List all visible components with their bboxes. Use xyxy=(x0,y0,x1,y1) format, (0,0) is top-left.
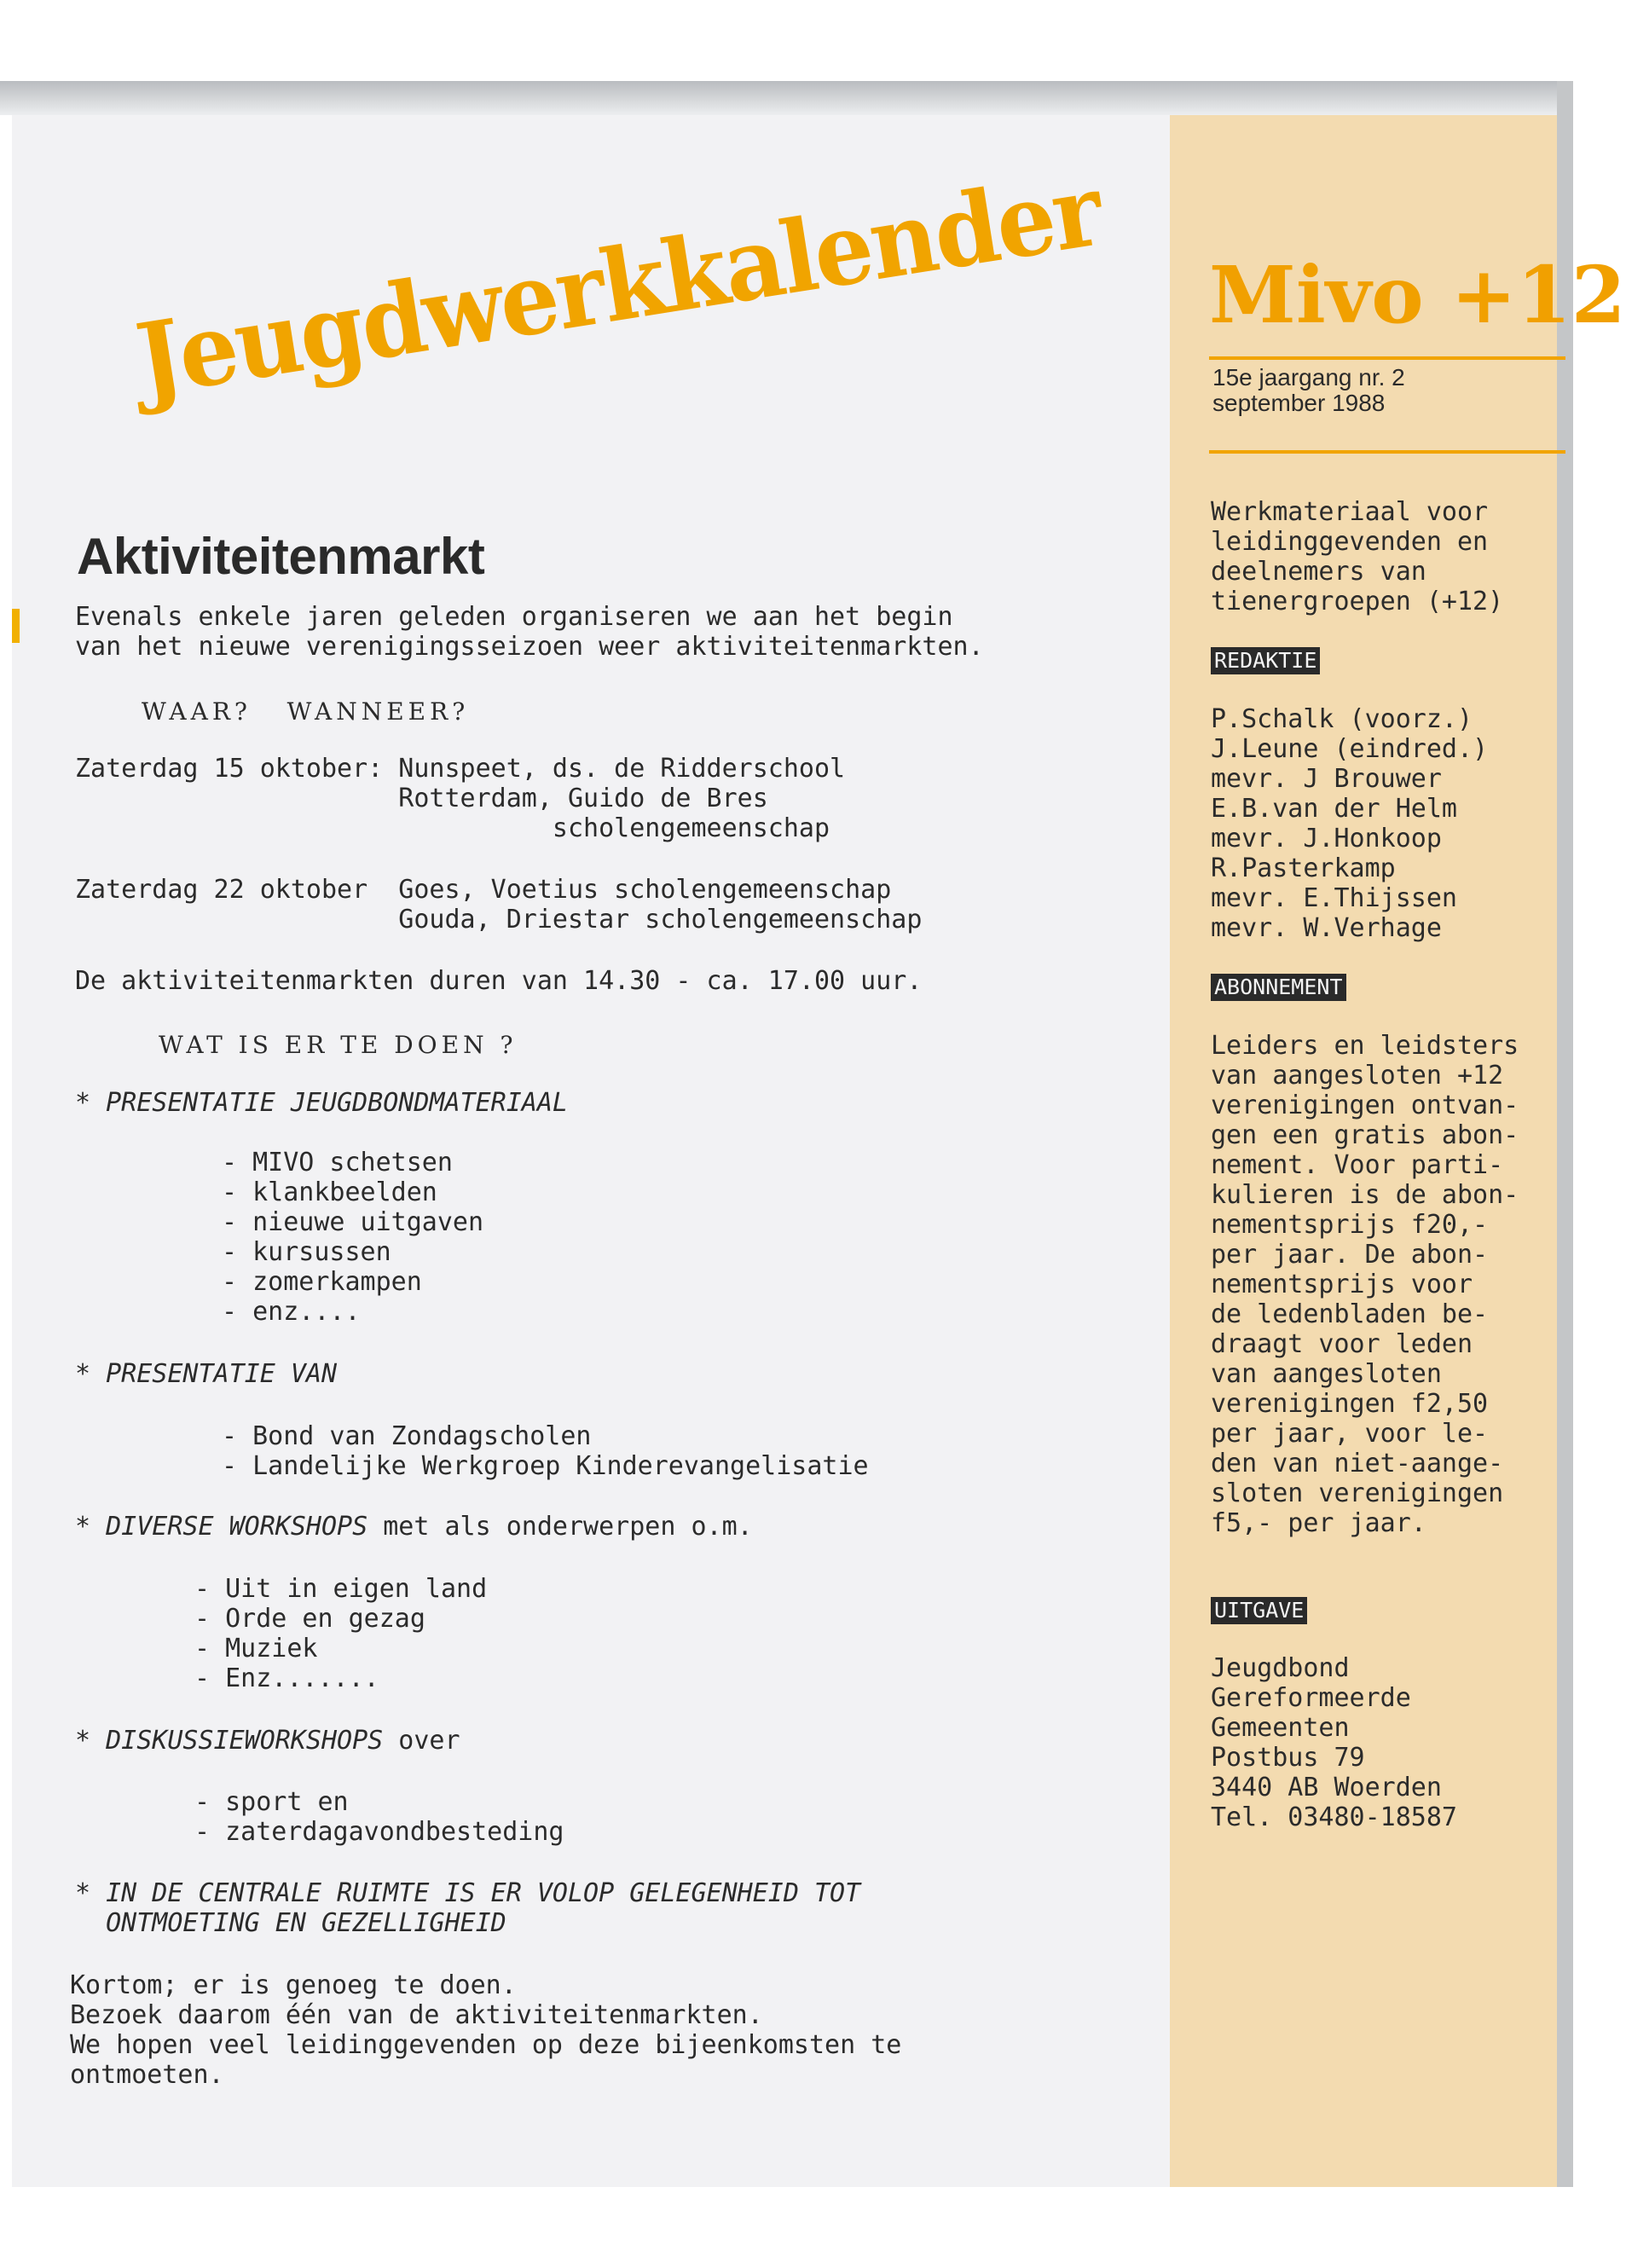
date-line: Zaterdag 15 oktober: Nunspeet, ds. de Ridderschool xyxy=(75,754,846,784)
magazine-title: Jeugdwerkkalender xyxy=(129,152,1108,419)
abonnement-line: per jaar, voor le- xyxy=(1211,1419,1489,1449)
publisher-line: Jeugdbond xyxy=(1211,1653,1350,1683)
date-line: scholengemeenschap xyxy=(75,813,830,843)
section-title-rest: met als onderwerpen o.m. xyxy=(367,1512,753,1542)
article-heading: Aktiviteitenmarkt xyxy=(77,528,485,585)
date-line: Gouda, Driestar scholengemeenschap xyxy=(75,905,923,934)
issue-number: 15e jaargang nr. 2 xyxy=(1212,364,1405,391)
abonnement-label: ABONNEMENT xyxy=(1211,974,1346,1001)
list-item: - zomerkampen xyxy=(222,1267,422,1297)
list-item: - sport en xyxy=(194,1787,349,1817)
closing-line: Kortom; er is genoeg te doen. xyxy=(70,1970,517,2000)
date-line: Zaterdag 22 oktober Goes, Voetius scholengemeenschap xyxy=(75,875,892,905)
redaktie-member: E.B.van der Helm xyxy=(1211,794,1457,824)
list-item: - enz.... xyxy=(222,1297,361,1327)
redaktie-member: mevr. J.Honkoop xyxy=(1211,824,1442,853)
list-item: - klankbeelden xyxy=(222,1177,437,1207)
redaktie-member: mevr. J Brouwer xyxy=(1211,764,1442,794)
uitgave-label: UITGAVE xyxy=(1211,1597,1307,1624)
list-item: - MIVO schetsen xyxy=(222,1148,453,1177)
logo-rule xyxy=(1209,356,1565,360)
abonnement-line: per jaar. De abon- xyxy=(1211,1240,1489,1270)
section-title: ONTMOETING EN GEZELLIGHEID xyxy=(75,1908,506,1938)
abonnement-line: nementsprijs f20,- xyxy=(1211,1210,1489,1240)
abonnement-line: de ledenbladen be- xyxy=(1211,1299,1489,1329)
what-heading: WAT IS ER TE DOEN ? xyxy=(159,1031,518,1059)
date-line: Rotterdam, Guido de Bres xyxy=(75,784,768,813)
section-title xyxy=(75,1512,753,1542)
publisher-line: Gereformeerde xyxy=(1211,1683,1411,1713)
description-line: deelnemers van xyxy=(1211,557,1426,587)
description-line: tienergroepen (+12) xyxy=(1211,587,1504,616)
section-title-italic: * DISKUSSIEWORKSHOPS xyxy=(75,1726,384,1756)
redaktie-member: mevr. E.Thijssen xyxy=(1211,883,1457,913)
section-title-italic: * DIVERSE WORKSHOPS xyxy=(75,1512,368,1542)
list-item: - kursussen xyxy=(222,1237,391,1267)
abonnement-line: van aangesloten xyxy=(1211,1359,1442,1389)
redaktie-label: REDAKTIE xyxy=(1211,647,1320,674)
publisher-line: Postbus 79 xyxy=(1211,1743,1365,1773)
abonnement-line: kulieren is de abon- xyxy=(1211,1180,1519,1210)
issue-date: september 1988 xyxy=(1212,390,1386,416)
section-title: * IN DE CENTRALE RUIMTE IS ER VOLOP GELEGENHEID TOT xyxy=(75,1878,861,1908)
list-item: - Landelijke Werkgroep Kinderevangelisatie xyxy=(222,1451,869,1481)
closing-line: ontmoeten. xyxy=(70,2060,224,2090)
redaktie-member: J.Leune (eindred.) xyxy=(1211,734,1489,764)
scan-margin-top xyxy=(0,0,1573,81)
abonnement-line: f5,- per jaar. xyxy=(1211,1508,1426,1538)
section-title-rest: over xyxy=(383,1726,460,1756)
list-item: - Orde en gezag xyxy=(194,1604,425,1634)
abonnement-line: sloten verenigingen xyxy=(1211,1478,1504,1508)
section-title: * PRESENTATIE VAN xyxy=(75,1359,338,1389)
list-item: - zaterdagavondbesteding xyxy=(194,1817,564,1847)
abonnement-line: van aangesloten +12 xyxy=(1211,1061,1504,1091)
abonnement-line: Leiders en leidsters xyxy=(1211,1031,1519,1061)
section-title: * PRESENTATIE JEUGDBONDMATERIAAL xyxy=(75,1088,568,1118)
abonnement-line: verenigingen ontvan- xyxy=(1211,1091,1519,1120)
issue-rule xyxy=(1209,450,1565,454)
description-line: Werkmateriaal voor xyxy=(1211,497,1489,527)
publisher-line: Gemeenten xyxy=(1211,1713,1350,1743)
abonnement-line: nementsprijs voor xyxy=(1211,1270,1473,1299)
section-title xyxy=(75,1726,460,1756)
abonnement-line: nement. Voor parti- xyxy=(1211,1150,1504,1180)
abonnement-line: gen een gratis abon- xyxy=(1211,1120,1519,1150)
list-item: - nieuwe uitgaven xyxy=(222,1207,484,1237)
closing-line: We hopen veel leidinggevenden op deze bijeenkomsten te xyxy=(70,2030,902,2060)
page-top-edge xyxy=(0,81,1573,115)
margin-marker xyxy=(12,609,20,643)
abonnement-line: draagt voor leden xyxy=(1211,1329,1473,1359)
page-right-edge xyxy=(1557,81,1573,2187)
abonnement-line: verenigingen f2,50 xyxy=(1211,1389,1489,1419)
publisher-line: 3440 AB Woerden xyxy=(1211,1773,1442,1802)
redaktie-member: P.Schalk (voorz.) xyxy=(1211,704,1473,734)
list-item: - Bond van Zondagscholen xyxy=(222,1421,592,1451)
redaktie-member: R.Pasterkamp xyxy=(1211,853,1396,883)
closing-line: Bezoek daarom één van de aktiviteitenmarkten. xyxy=(70,2000,763,2030)
where-when-heading: WAAR? WANNEER? xyxy=(142,697,470,726)
scan-margin-bottom xyxy=(0,2187,1573,2268)
intro-line-2: van het nieuwe verenigingsseizoen weer aktiviteitenmarkten. xyxy=(75,632,984,662)
mivo-logo: Mivo +12 xyxy=(1209,249,1626,341)
redaktie-member: mevr. W.Verhage xyxy=(1211,913,1442,943)
times-line: De aktiviteitenmarkten duren van 14.30 - ca. 17.00 uur. xyxy=(75,966,923,996)
abonnement-line: den van niet-aange- xyxy=(1211,1449,1504,1478)
intro-line-1: Evenals enkele jaren geleden organiseren we aan het begin xyxy=(75,602,953,632)
publisher-line: Tel. 03480-18587 xyxy=(1211,1802,1457,1832)
list-item: - Uit in eigen land xyxy=(194,1574,488,1604)
list-item: - Muziek xyxy=(194,1634,318,1663)
list-item: - Enz....... xyxy=(194,1663,379,1693)
description-line: leidinggevenden en xyxy=(1211,527,1489,557)
